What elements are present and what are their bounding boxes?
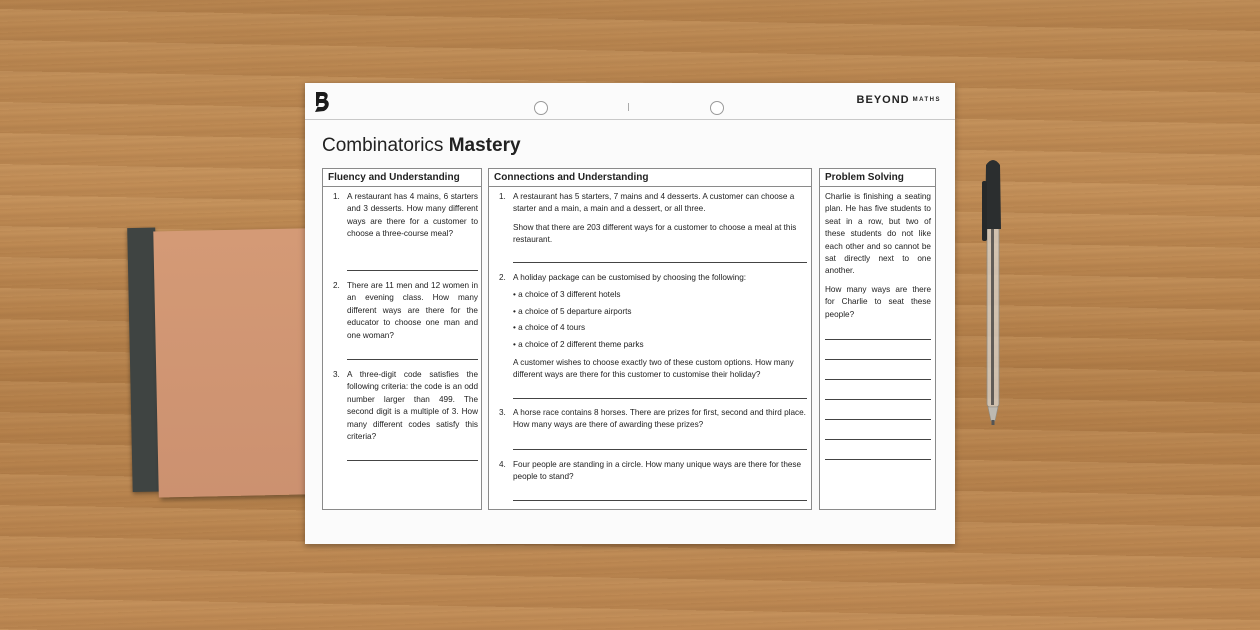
column-connections: [488, 168, 812, 510]
answer-line[interactable]: [347, 270, 478, 271]
answer-line[interactable]: [513, 398, 807, 399]
column-fluency: [322, 168, 482, 510]
answer-line[interactable]: [825, 339, 931, 340]
answer-line[interactable]: [513, 449, 807, 450]
notebook-icon: [127, 224, 329, 498]
question-1: 1. A restaurant has 4 mains, 6 starters and 3 desserts. How many different ways are there for a customer to choose a three-course meal?: [333, 192, 478, 239]
answer-line[interactable]: [825, 459, 931, 460]
problem-text: Charlie is finishing a seating plan. He has five students to seat in a row, but two of these students do not like each other and so cannot be sat directly next to one another. How many ways are there for Charlie to seat these people?: [825, 192, 931, 319]
question-3: 3. A three-digit code satisfies the following criteria: the code is an odd number larger than 499. The second digit is a multiple of 3. How many different codes satisfy this criteria?: [333, 370, 478, 442]
answer-line[interactable]: [825, 359, 931, 360]
worksheet-header: [305, 83, 955, 120]
brand-logo: BEYOND MATHS: [856, 94, 941, 106]
answer-line[interactable]: [825, 399, 931, 400]
bullet-item: • a choice of 4 tours: [513, 323, 586, 333]
column-heading: Connections and Understanding: [494, 172, 649, 183]
answer-line[interactable]: [513, 262, 807, 263]
column-problem-solving: [819, 168, 936, 510]
question-1: 1. A restaurant has 5 starters, 7 mains and 4 desserts. A customer can choose a starter and a main, a main and a dessert, or all three. Show that there are 203 different ways for a customer to choose a meal at this restaurant.: [499, 192, 797, 245]
answer-line[interactable]: [347, 359, 478, 360]
answer-line[interactable]: [513, 500, 807, 501]
notebook-cover: [153, 228, 329, 498]
column-heading: Fluency and Understanding: [328, 172, 460, 183]
pen-icon: [978, 157, 1008, 427]
answer-line[interactable]: [825, 419, 931, 420]
question-4: 4. Four people are standing in a circle. How many unique ways are there for these people to stand?: [499, 460, 802, 482]
center-mark: [628, 103, 629, 111]
answer-line[interactable]: [347, 460, 478, 461]
question-2: 2. A holiday package can be customised by choosing the following: • a choice of 3 different hotels • a choice of 5 departure airports • a choice of 4 tours • a choice of 2 different theme parks A customer wishes to choose exactly two of these custom options. How many different ways are there for this customer to customise their holiday?: [513, 272, 807, 382]
bullet-item: • a choice of 2 different theme parks: [513, 339, 644, 349]
question-2: 2. There are 11 men and 12 women in an evening class. How many different ways are there for the educator to choose one man and one woman?: [333, 281, 478, 340]
worksheet: [305, 83, 955, 544]
logo-b-icon: [313, 91, 331, 113]
punch-hole-icon: [710, 101, 724, 115]
bullet-item: • a choice of 3 different hotels: [513, 290, 621, 300]
bullet-item: • a choice of 5 departure airports: [513, 306, 632, 316]
column-heading: Problem Solving: [825, 172, 904, 183]
page-title: Combinatorics Mastery: [322, 135, 521, 156]
punch-hole-icon: [534, 101, 548, 115]
answer-line[interactable]: [825, 439, 931, 440]
question-3: 3. A horse race contains 8 horses. There are prizes for first, second and third place. How many ways are there of awarding these prizes?: [499, 408, 806, 430]
answer-line[interactable]: [825, 379, 931, 380]
